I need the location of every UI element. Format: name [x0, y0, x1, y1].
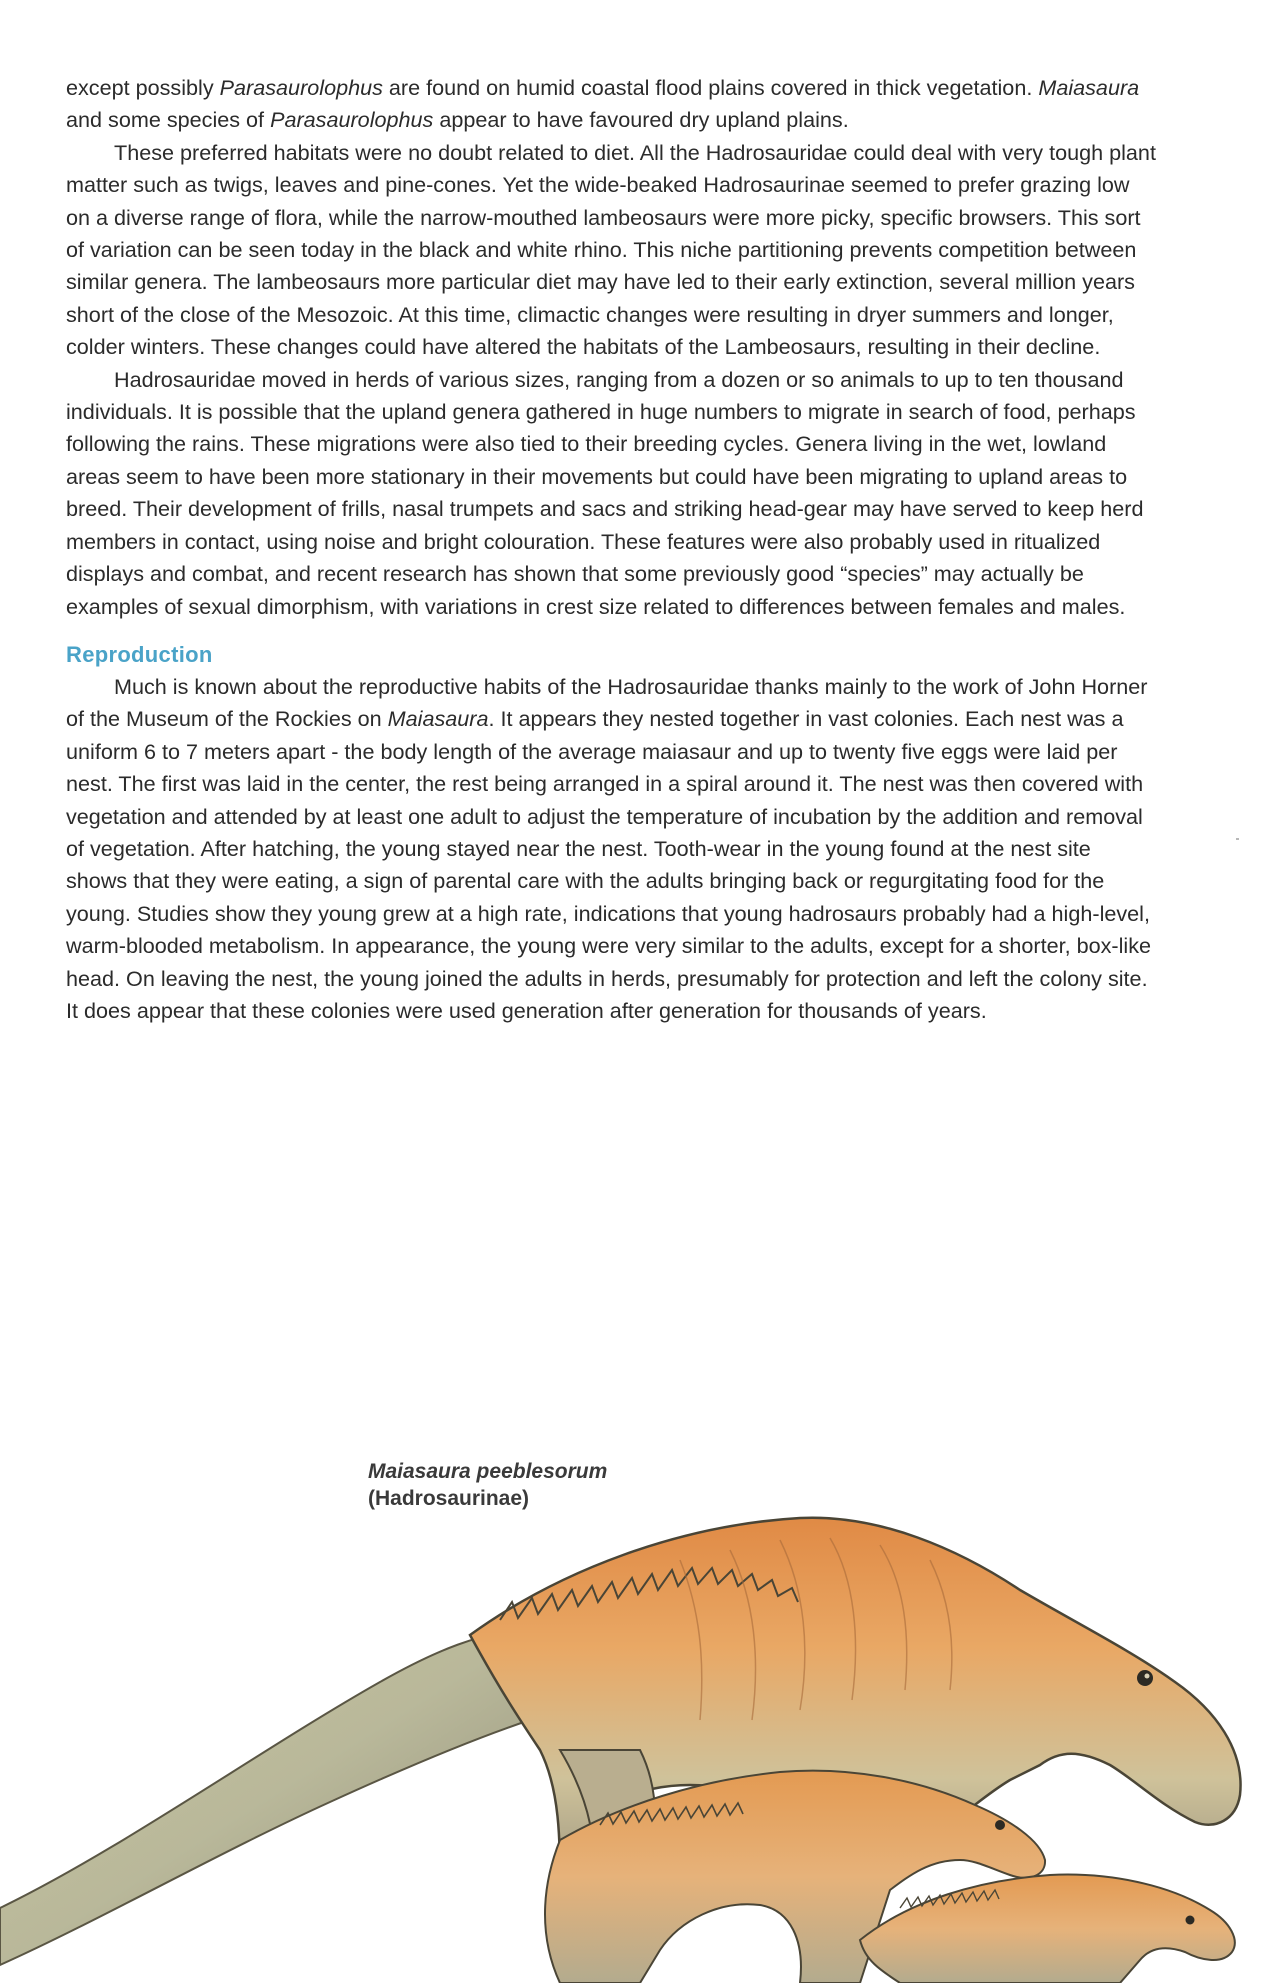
- scan-artifact: [1236, 838, 1239, 840]
- figure-caption: [368, 1458, 607, 1512]
- maiasaura-illustration: [0, 1420, 1280, 1983]
- genus-name: Parasaurolophus: [270, 107, 434, 133]
- body-text: [66, 72, 1156, 1027]
- paragraph-herds: Hadrosauridae moved in herds of various sizes, ranging from a dozen or so animals to up to ten thousand individuals. It is possible that the upland genera gathered in huge numbers to migrate in search of food, perhaps following the rains. These migrations were also tied to their breeding cycles. Genera living in the wet, lowland areas seem to have been more stationary in their movements but could have been migrating to upland areas to breed. Their development of frills, nasal trumpets and sacs and striking head-gear may have served to keep herd members in contact, using noise and bright colouration. These features were also probably used in ritualized displays and combat, and recent research has shown that some previously good “species” may actually be examples of sexual dimorphism, with variations in crest size related to differences between females and males.: [66, 366, 1144, 619]
- paragraph-diet: These preferred habitats were no doubt related to diet. All the Hadrosauridae could deal with very tough plant matter such as twigs, leaves and pine-cones. Yet the wide-beaked Hadrosaurinae seemed to prefer grazing low on a diverse range of flora, while the narrow-mouthed lambeosaurs were more picky, specific browsers. This sort of variation can be seen today in the black and white rhino. This niche partitioning prevents competition between similar genera. The lambeosaurs more particular diet may have led to their early extinction, several million years short of the close of the Mesozoic. At this time, climactic changes were resulting in dryer summers and longer, colder winters. These changes could have altered the habitats of the Lambeosaurs, resulting in their decline.: [66, 139, 1156, 360]
- text-run: are found on humid coastal flood plains covered in thick vegetation.: [382, 75, 1039, 100]
- caption-group: (Hadrosaurinae): [368, 1487, 530, 1510]
- juvenile-two: [860, 1875, 1235, 1983]
- paragraph-reproduction: [66, 671, 1156, 1027]
- text-run: except possibly: [66, 75, 220, 100]
- caption-species: Maiasaura peeblesorum: [368, 1460, 608, 1483]
- dinosaur-drawing: [0, 1420, 1280, 1983]
- genus-name: Maiasaura: [387, 706, 489, 732]
- paragraph-habitats-intro: [66, 72, 1156, 137]
- genus-name: Maiasaura: [1038, 75, 1140, 100]
- juvenile-one-eye: [995, 1820, 1005, 1830]
- text-run: and some species of: [66, 107, 271, 133]
- genus-name: Parasaurolophus: [219, 75, 383, 100]
- text-run: Much is known about the reproductive habits of the Hadrosauridae thanks mainly to the work of John Horner of the Museum of the Rockies on: [66, 673, 1148, 732]
- text-run: appear to have favoured dry upland plains.: [433, 107, 849, 133]
- adult-tail: [0, 1630, 530, 1965]
- juvenile-two-eye: [1186, 1916, 1195, 1925]
- adult-eye: [1137, 1670, 1153, 1686]
- text-run: . It appears they nested together in vast colonies. Each nest was a uniform 6 to 7 meters apart - the body length of the average maiasaur and up to twenty five eggs were laid per nest. The first was laid in the center, the rest being arranged in a spiral around it. The nest was then covered with vegetation and attended by at least one adult to adjust the temperature of incubation by the addition and removal of vegetation. After hatching, the young stayed near the nest. Tooth-wear in the young found at the nest site shows that they were eating, a sign of parental care with the adults bringing back or regurgitating food for the young. Studies show they young grew at a high rate, indications that young hadrosaurs probably had a high-level, warm-blooded metabolism. In appearance, the young were very similar to the adults, except for a shorter, box-like head. On leaving the nest, the young joined the adults in herds, presumably for protection and left the colony site. It does appear that these colonies were used generation after generation for thousands of years.: [66, 706, 1152, 1023]
- section-heading: Reproduction: [66, 641, 213, 667]
